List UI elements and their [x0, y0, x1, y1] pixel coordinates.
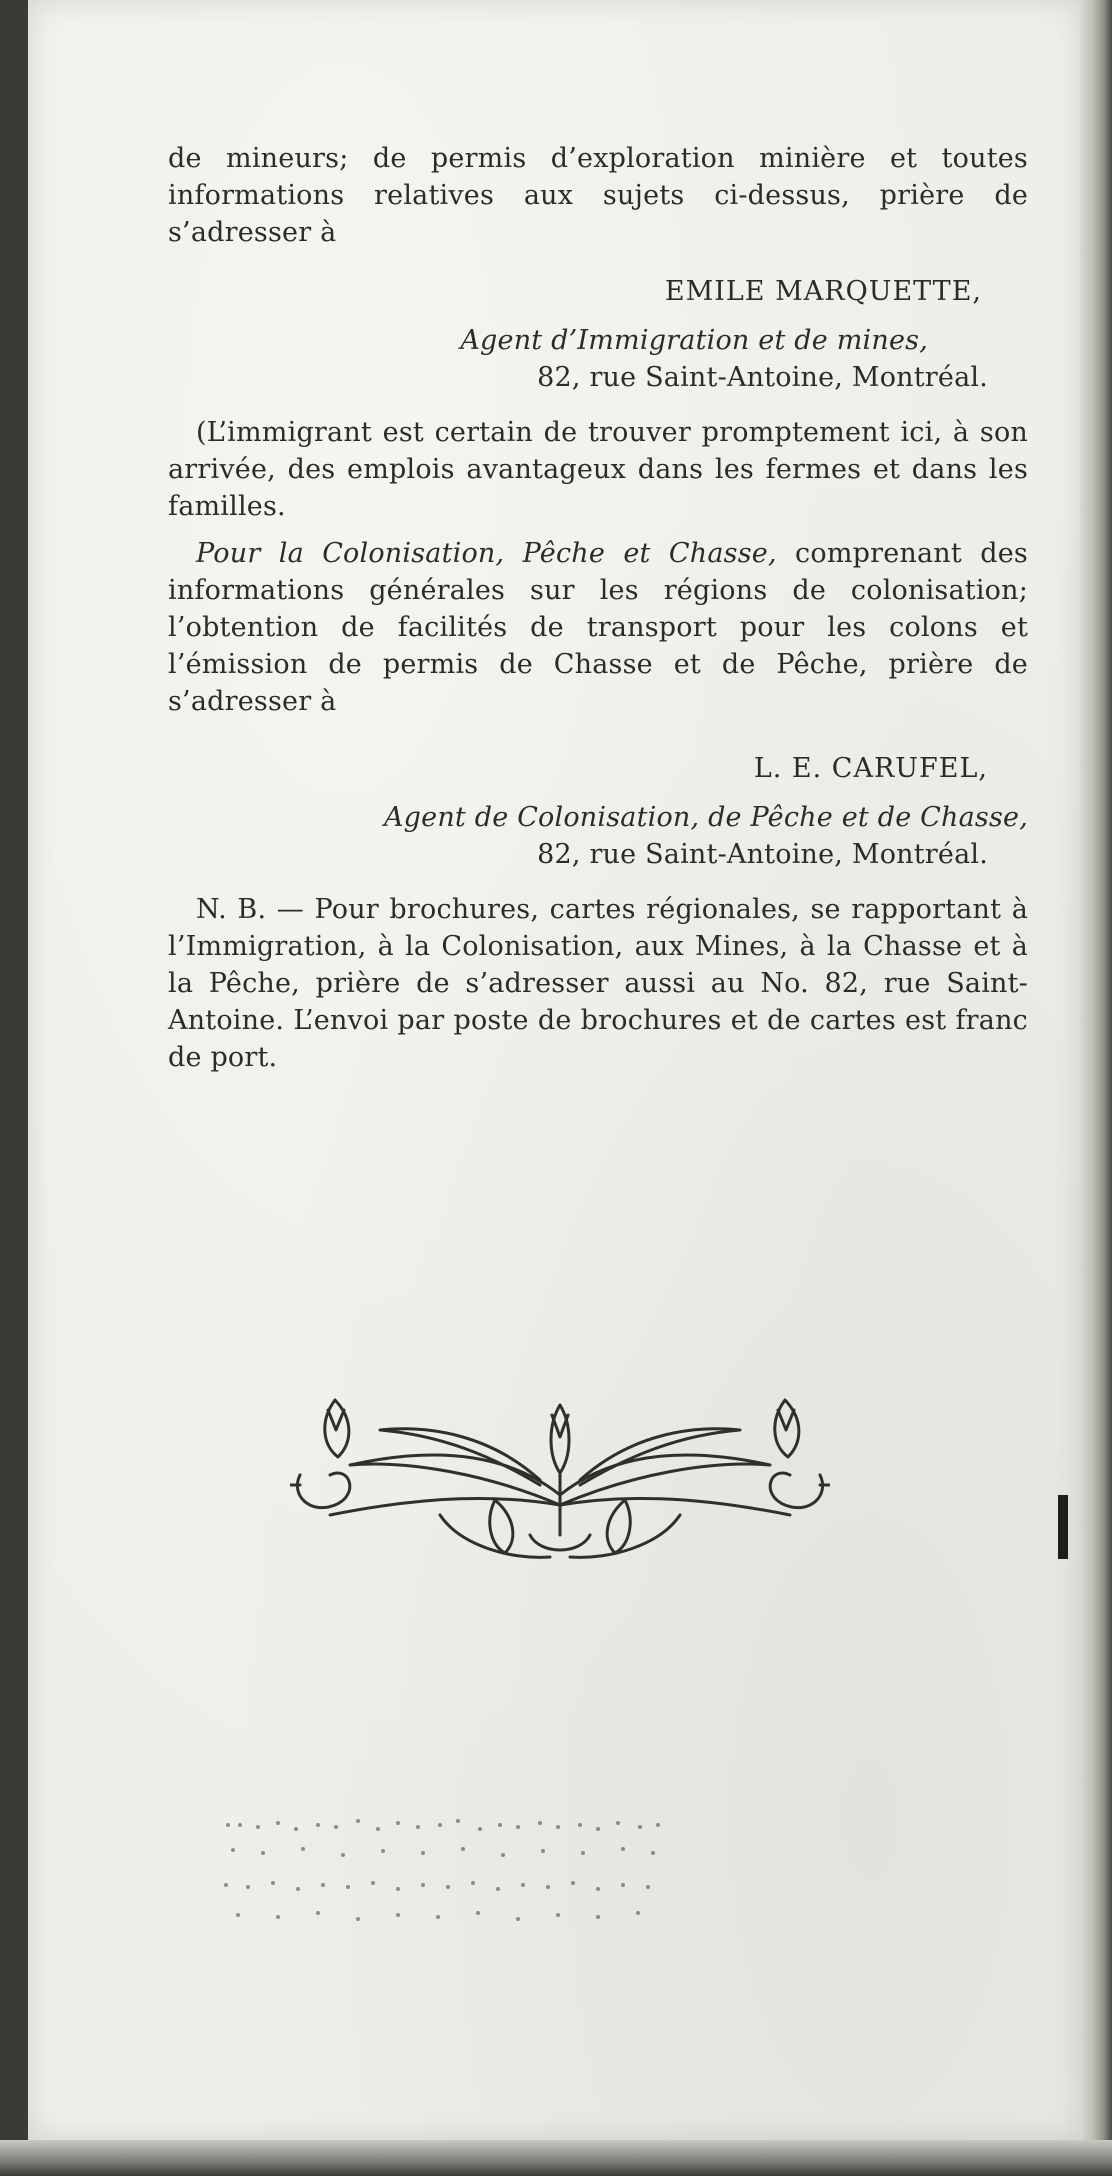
perforated-stamp-mark — [218, 1805, 668, 1940]
contact-address-marquette: 82, rue Saint-Antoine, Montréal. — [537, 362, 988, 393]
colonisation-heading: Pour la Colonisation, Pêche et Chasse, — [196, 538, 777, 569]
document-page — [28, 0, 1080, 2140]
book-bottom-edge — [0, 2140, 1112, 2176]
contact-name-carufel: L. E. CARUFEL, — [753, 753, 988, 784]
contact-title-immigration-agent: Agent d’Immigration et de mines, — [460, 325, 928, 356]
paragraph-colonisation — [168, 535, 1028, 720]
floral-art-nouveau-ornament-icon — [290, 1385, 830, 1565]
paragraph-immigrant-note: (L’immigrant est certain de trouver promptement ici, à son arrivée, des emplois avantageux dans les fermes et dans les familles. — [168, 417, 1028, 522]
book-right-edge — [1080, 0, 1112, 2176]
paragraph-mines-information: de mineurs; de permis d’exploration minière et toutes informations relatives aux sujets ci-dessus, prière de s’adresser à — [168, 143, 1028, 248]
contact-address-carufel: 82, rue Saint-Antoine, Montréal. — [537, 839, 988, 870]
contact-name-marquette: EMILE MARQUETTE, — [664, 276, 982, 307]
contact-title-colonisation-agent: Agent de Colonisation, de Pêche et de Chasse, — [383, 802, 1028, 833]
colonisation-text: comprenant des informations générales sur les régions de colonisation; l’obtention de facilités de transport pour les colons et l’émission de permis de Chasse et de Pêche, prière de s’adresser à — [168, 538, 1028, 717]
document-body — [168, 140, 1028, 1076]
paragraph-nota-bene: N. B. — Pour brochures, cartes régionales, se rapportant à l’Immigration, à la Colonisation, aux Mines, à la Chasse et à la Pêche, prière de s’adresser aussi au No. 82, rue Saint-Antoine. L’envoi par poste de brochures et de cartes est franc de port. — [168, 894, 1028, 1073]
binding-mark — [1058, 1495, 1068, 1559]
